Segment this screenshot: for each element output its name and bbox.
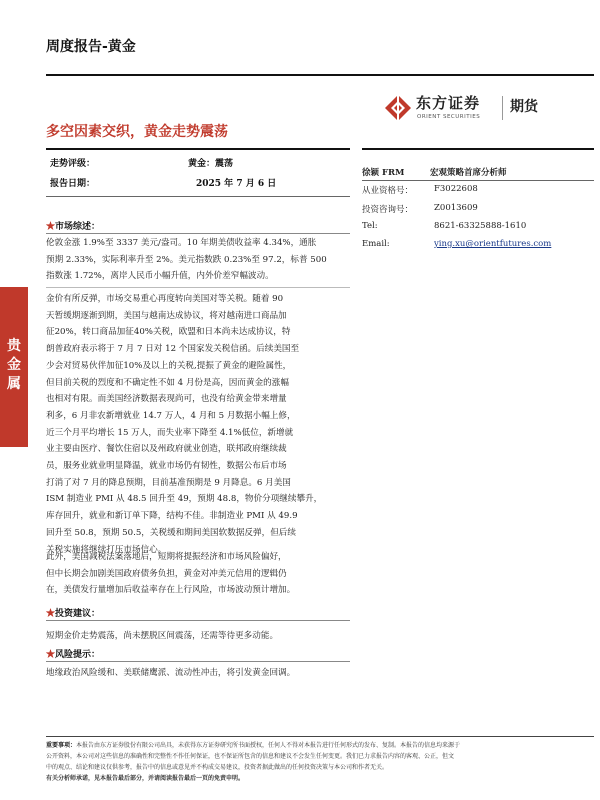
text-line: ISM 制造业 PMI 从 48.5 回升至 49，预期 48.8，物价分项继续攀升， [46,494,323,505]
footer-line [46,740,594,751]
footer-rule [46,736,594,737]
text-line: 征20%，转口商品加征40%关税，欧盟和日本尚未达成协议，特 [46,327,291,338]
header-rule [46,74,594,76]
footer-bold-label: 重要事项： [46,742,77,749]
text-line: 也相对有限。而美国经济数据表现尚可，也没有给黄金带来增量 [46,394,287,405]
text-line: 天暂缓期逐渐到期，美国与越南达成协议，将对越南进口商品加 [46,310,287,321]
risk-title-text: 风险提示： [55,650,101,660]
page-header-title: 周度报告-黄金 [46,39,136,55]
disclaimer-footer [46,740,594,784]
logo-en-text: ORIENT SECURITIES [417,114,481,120]
meta-rule [46,196,350,197]
email-label: Email: [362,239,390,249]
text-line: 回升至 50.8，预期 50.5，关税缓和期间美国软数据反弹，但后续 [46,527,296,538]
text-line: 但中长期会加剧美国政府债务负担，黄金对冲美元信用的逻辑仍 [46,568,287,579]
market-paragraph-1 [46,235,352,285]
text-line: 打消了对 7 月的降息预期，目前基准预期是 9 月降息。6 月美国 [46,477,291,488]
risk-paragraph [46,665,352,682]
invest-cert-value: Z0013609 [434,203,478,213]
analyst-rule [362,180,594,181]
risk-rule [46,661,350,662]
category-side-tab [0,287,28,447]
text-line: 伦敦金涨 1.9%至 3337 美元/盎司。10 年期美债收益率 4.34%，通胀 [46,238,317,248]
invest-section-title [46,606,100,619]
email-link[interactable]: ying.xu@orientfutures.com [434,239,552,249]
logo-futures-text: 期货 [510,99,538,115]
analyst-name: 徐颖 FRM [362,168,405,178]
category-label: 贵金属 [7,338,21,392]
paragraph-divider [46,287,350,288]
footer-line: 中的观点、结论和建议仅供参考，报告中的信息或意见并不构成交易建议，投资者据此做出的任何投资决策与本公司和作者无关。 [46,764,389,771]
risk-section-title [46,647,100,660]
text-line: 指数涨 1.72%，离岸人民币小幅升值，内外价差窄幅波动。 [46,271,274,282]
text-line: 关税实施将继续打压市场信心。 [46,544,167,555]
market-rule [46,233,350,234]
text-line: 但目前关税的烈度和不确定性不如 4 月份是高，因而黄金的涨幅 [46,377,289,388]
footer-line: 有关分析师承诺，见本报告最后部分，并请阅读报告最后一页的免责申明。 [46,775,245,782]
cert-label: 从业资格号： [362,186,414,196]
invest-title-text: 投资建议： [55,609,101,619]
footer-line: 公开资料，本公司对这些信息的准确性和完整性不作任何保证，也不保证所包含的信息和建议不会发生任何变更。我们已力求报告内容的客观、公正，但文 [46,753,455,760]
analyst-role: 宏观策略首席分析师 [430,168,507,178]
market-title-text: 市场综述： [55,222,101,232]
text-line: 利多，6 月非农新增就业 14.7 万人，4 月和 5 月数据小幅上修， [46,410,296,421]
text-line: 在，美债发行量增加后收益率存在上行风险，市场波动预计增加。 [46,585,296,596]
text-line: 业主要由医疗、餐饮住宿以及州政府就业创造，联邦政府继续裁 [46,444,287,455]
logo-separator [502,96,503,120]
date-label: 报告日期： [50,179,96,189]
market-paragraph-3 [46,549,352,599]
text-line: 地缘政治风险缓和、美联储鹰派、流动性冲击，将引发黄金回调。 [46,668,296,678]
text-line: 少会对贸易伙伴加征10%及以上的关税,提振了黄金的避险属性， [46,360,292,371]
invest-rule [46,620,350,621]
cert-value: F3022608 [434,184,478,194]
invest-cert-label: 投资咨询号： [362,205,414,215]
star-icon: ★ [46,650,56,660]
rating-value: 黄金：震荡 [188,159,234,169]
title-rule-left [46,148,350,150]
footer-text: 本报告由东方证券股份有限公司出具，未获得东方证券研究所书面授权，任何人不得对本报告进行任何形式的发布、复制。本报告的信息均来源于 [76,742,461,749]
star-icon: ★ [46,222,56,232]
text-line: 近三个月平均增长 15 万人，而失业率下降至 4.1%低位，新增就 [46,427,294,438]
market-paragraph-2 [46,291,352,558]
title-rule-right [362,148,594,150]
logo-cn-text: 东方证券 [416,94,481,112]
star-icon: ★ [46,609,56,619]
tel-value: 8621-63325888-1610 [434,221,527,231]
company-logo [384,92,544,128]
text-line: 库存回升，就业和新订单下降，结构不佳。非制造业 PMI 从 49.9 [46,511,298,522]
text-line: 短期金价走势震荡，尚未摆脱区间震荡，还需等待更多动能。 [46,631,279,641]
tel-label: Tel: [362,221,378,231]
orient-logo-icon [384,94,412,122]
text-line: 朗普政府表示将于 7 月 7 日对 12 个国家发关税信函。后续美国至 [46,344,300,355]
text-line: 此外，美国减税法案落地后，短期将提振经济和市场风险偏好， [46,552,287,562]
text-line: 金价有所反弹，市场交易重心再度转向美国对等关税。随着 90 [46,294,284,304]
date-value: 2025 年 7 月 6 日 [196,179,277,189]
text-line: 预期 2.33%，实际利率升至 2%。美元指数跌 0.23%至 97.2，标普 500 [46,254,327,265]
rating-label: 走势评级： [50,159,96,169]
invest-paragraph [46,628,352,645]
text-line: 员，服务业就业明显降温，就业市场仍有韧性，数据公布后市场 [46,461,287,472]
market-section-title [46,219,100,232]
report-title: 多空因素交织，黄金走势震荡 [46,124,228,140]
